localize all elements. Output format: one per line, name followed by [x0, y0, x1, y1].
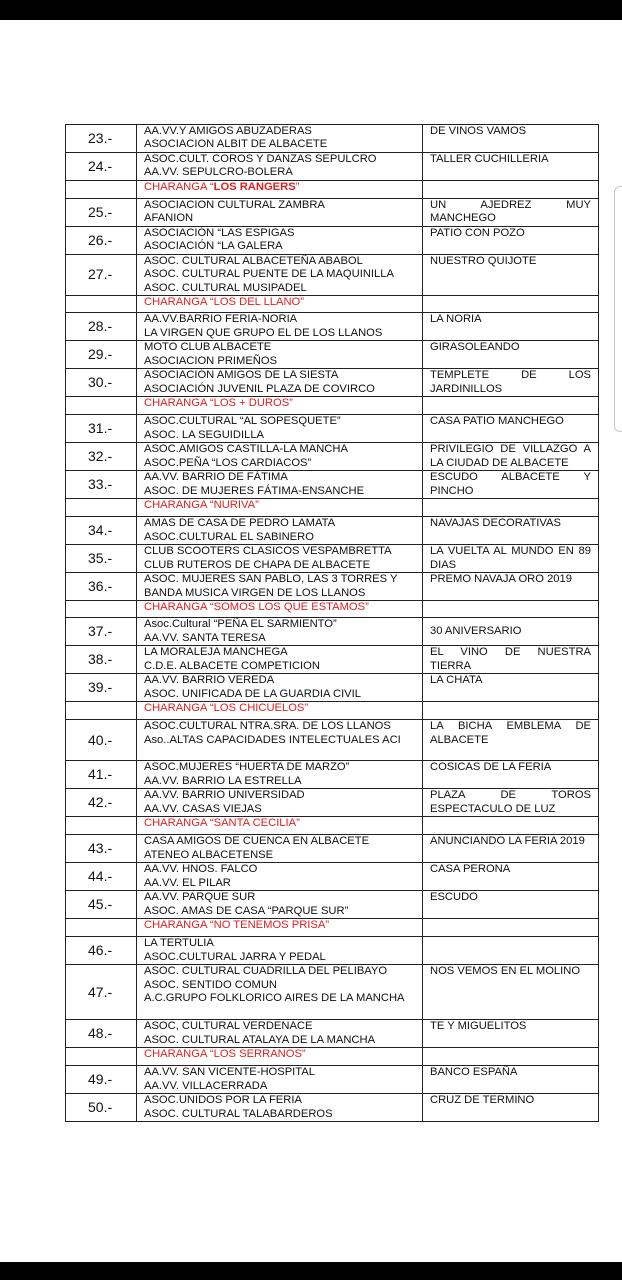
- theme-cell: [423, 937, 599, 965]
- charanga-name: LOS SERRANOS: [213, 1048, 302, 1061]
- association-name: AA.VV. SEPULCRO-BOLERA: [144, 166, 293, 179]
- theme-cell: ESCUDO ALBACETE Y PINCHO: [423, 471, 599, 499]
- table-row: [66, 1020, 599, 1048]
- association-name: AA.VV. EL PILAR: [144, 876, 231, 889]
- entry-number: 41.-: [66, 761, 137, 789]
- association-name: AMAS DE CASA DE PEDRO LAMATA: [144, 517, 336, 530]
- status-bar: [0, 0, 622, 20]
- association-name: CLUB SCOOTERS CLASICOS VESPAMBRETTA: [144, 545, 392, 558]
- entry-number: 47.-: [66, 965, 137, 1020]
- empty-cell: [423, 499, 599, 517]
- charanga-row: [66, 817, 599, 835]
- association-cell: [137, 891, 423, 919]
- theme-cell: TE Y MIGUELITOS: [423, 1020, 599, 1048]
- charanga-cell: [137, 296, 423, 313]
- association-cell: [137, 443, 423, 471]
- association-cell: [137, 761, 423, 789]
- navigation-bar: [0, 1262, 622, 1280]
- charanga-prefix: CHARANGA “: [144, 817, 214, 830]
- empty-cell: [66, 601, 137, 618]
- association-cell: [137, 1094, 423, 1122]
- entry-number: 42.-: [66, 789, 137, 817]
- table-row: [66, 863, 599, 891]
- association-name: ASOC.CULTURAL NTRA.SRA. DE LOS LLANOS: [144, 720, 391, 733]
- association-cell: [137, 965, 423, 1020]
- charanga-cell: [137, 919, 423, 937]
- association-name: ASOC.AMIGOS CASTILLA-LA MANCHA: [144, 443, 348, 456]
- charanga-cell: [137, 499, 423, 517]
- empty-cell: [66, 817, 137, 835]
- association-name: LA TERTULIA: [144, 937, 214, 950]
- association-name: ASOC.CULTURAL “AL SOPESQUETE”: [144, 415, 341, 428]
- association-cell: [137, 1020, 423, 1048]
- charanga-prefix: CHARANGA “: [144, 397, 214, 410]
- association-cell: [137, 369, 423, 397]
- charanga-suffix: ”: [296, 817, 300, 830]
- association-cell: [137, 199, 423, 227]
- association-name: AA.VV. BARRIO LA ESTRELLA: [144, 774, 302, 787]
- association-name: ASOC.PEÑA “LOS CARDIACOS”: [144, 456, 312, 469]
- association-name: Asoc.Cultural “PEÑA EL SARMIENTO”: [144, 618, 337, 631]
- table-row: [66, 937, 599, 965]
- theme-cell: PRIVILEGIO DE VILLAZGO A LA CIUDAD DE ALBACETE: [423, 443, 599, 471]
- charanga-prefix: CHARANGA “: [144, 601, 214, 614]
- theme-cell: TEMPLETE DE LOS JARDINILLOS: [423, 369, 599, 397]
- charanga-cell: [137, 702, 423, 720]
- charanga-row: [66, 702, 599, 720]
- association-cell: [137, 789, 423, 817]
- association-cell: [137, 674, 423, 702]
- charanga-name: LOS CHICUELOS: [213, 702, 305, 715]
- association-cell: [137, 863, 423, 891]
- association-name: ASOC.MUJERES “HUERTA DE MARZO”: [144, 761, 350, 774]
- charanga-prefix: CHARANGA “: [144, 499, 214, 512]
- association-name: ASOC.UNIDOS POR LA FERIA: [144, 1094, 302, 1107]
- theme-cell: TALLER CUCHILLERIA: [423, 153, 599, 181]
- charanga-cell: [137, 817, 423, 835]
- charanga-prefix: CHARANGA “: [144, 181, 214, 193]
- entry-number: 23.-: [66, 125, 137, 153]
- association-name: C.D.E. ALBACETE COMPETICION: [144, 659, 320, 672]
- theme-cell: 30 ANIVERSARIO: [423, 618, 599, 646]
- charanga-cell: [137, 1048, 423, 1066]
- table-row: [66, 255, 599, 296]
- table-row: [66, 227, 599, 255]
- table-row: [66, 341, 599, 369]
- association-name: ASOC, CULTURAL VERDENACE: [144, 1020, 313, 1033]
- entry-number: 27.-: [66, 255, 137, 296]
- association-cell: [137, 545, 423, 573]
- theme-cell: CASA PERONA: [423, 863, 599, 891]
- entry-number: 34.-: [66, 517, 137, 545]
- association-cell: [137, 341, 423, 369]
- theme-cell: CRUZ DE TERMINO: [423, 1094, 599, 1122]
- empty-cell: [66, 181, 137, 199]
- charanga-name: SANTA CECILIA: [213, 817, 297, 830]
- association-name: ASOC. UNIFICADA DE LA GUARDIA CIVIL: [144, 687, 361, 700]
- empty-cell: [66, 919, 137, 937]
- association-name: CASA AMIGOS DE CUENCA EN ALBACETE: [144, 835, 370, 848]
- entry-number: 46.-: [66, 937, 137, 965]
- theme-cell: ESCUDO: [423, 891, 599, 919]
- association-name: ASOC. CULTURAL ALBACETEÑA ABABOL: [144, 255, 363, 267]
- association-cell: [137, 471, 423, 499]
- entry-number: 24.-: [66, 153, 137, 181]
- entry-number: 25.-: [66, 199, 137, 227]
- theme-cell: PATIO CON POZO: [423, 227, 599, 255]
- theme-cell: DE VINOS VAMOS: [423, 125, 599, 153]
- table-row: [66, 153, 599, 181]
- theme-cell: NAVAJAS DECORATIVAS: [423, 517, 599, 545]
- association-name: ASOC.CULTURAL EL SABINERO: [144, 530, 314, 543]
- table-row: [66, 313, 599, 341]
- empty-cell: [423, 296, 599, 313]
- charanga-row: [66, 296, 599, 313]
- charanga-suffix: ”: [325, 919, 330, 932]
- empty-cell: [423, 919, 599, 937]
- association-cell: [137, 255, 423, 296]
- table-row: [66, 720, 599, 761]
- association-name: ATENEO ALBACETENSE: [144, 848, 274, 861]
- association-name: ASOC. LA SEGUIDILLA: [144, 428, 265, 441]
- table-row: [66, 835, 599, 863]
- theme-cell: NOS VEMOS EN EL MOLINO: [423, 965, 599, 1020]
- charanga-name: SOMOS LOS QUE ESTAMOS: [213, 601, 366, 614]
- association-name: ASOC. CULTURAL PUENTE DE LA MAQUINILLA: [144, 268, 394, 281]
- association-name: ASOCIACION ALBIT DE ALBACETE: [144, 138, 328, 151]
- entry-number: 29.-: [66, 341, 137, 369]
- charanga-row: [66, 397, 599, 415]
- entry-number: 48.-: [66, 1020, 137, 1048]
- theme-cell: BANCO ESPAÑA: [423, 1066, 599, 1094]
- association-name: ASOCIACION CULTURAL ZAMBRA: [144, 199, 325, 211]
- association-name: AA.VV. BARRIO UNIVERSIDAD: [144, 789, 305, 802]
- charanga-name: NURIVA: [213, 499, 256, 512]
- table-row: [66, 545, 599, 573]
- table-row: [66, 1066, 599, 1094]
- association-name: ASOC.CULT. COROS Y DANZAS SEPULCRO: [144, 153, 377, 165]
- scroll-indicator[interactable]: [614, 186, 622, 432]
- charanga-prefix: CHARANGA “: [144, 919, 214, 932]
- association-name: AA.VV. VILLACERRADA: [144, 1079, 268, 1092]
- charanga-suffix: ”: [255, 499, 259, 512]
- table-row: [66, 199, 599, 227]
- theme-cell: PLAZA DE TOROS ESPECTACULO DE LUZ: [423, 789, 599, 817]
- entry-number: 40.-: [66, 720, 137, 761]
- charanga-suffix: ”: [295, 181, 300, 193]
- association-name: ASOCIACIÓN JUVENIL PLAZA DE COVIRCO: [144, 382, 375, 395]
- association-name: ASOC. AMAS DE CASA “PARQUE SUR”: [144, 904, 349, 917]
- charanga-name: LOS RANGERS: [213, 181, 296, 193]
- charanga-cell: [137, 181, 423, 199]
- entry-number: 30.-: [66, 369, 137, 397]
- charanga-name: NO TENEMOS PRISA: [213, 919, 326, 932]
- empty-cell: [423, 817, 599, 835]
- association-name: ASOCIACIÓN “LA GALERA: [144, 240, 283, 253]
- table-row: [66, 369, 599, 397]
- table-row: [66, 646, 599, 674]
- association-name: BANDA MUSICA VIRGEN DE LOS LLANOS: [144, 586, 366, 599]
- charanga-row: [66, 499, 599, 517]
- theme-cell: PREMO NAVAJA ORO 2019: [423, 573, 599, 601]
- association-cell: [137, 646, 423, 674]
- association-name: LA MORALEJA MANCHEGA: [144, 646, 288, 659]
- entry-number: 37.-: [66, 618, 137, 646]
- association-name: ASOC. CULTURAL ATALAYA DE LA MANCHA: [144, 1033, 376, 1046]
- association-name: AA.VV. SAN VICENTE-HOSPITAL: [144, 1066, 315, 1079]
- table-row: [66, 618, 599, 646]
- theme-cell: ANUNCIANDO LA FERIA 2019: [423, 835, 599, 863]
- association-cell: [137, 937, 423, 965]
- entry-number: 35.-: [66, 545, 137, 573]
- charanga-cell: [137, 397, 423, 415]
- association-cell: [137, 415, 423, 443]
- association-name: AA.VV.BARRIO FERIA-NORIA: [144, 313, 298, 326]
- empty-cell: [423, 397, 599, 415]
- entry-number: 49.-: [66, 1066, 137, 1094]
- charanga-cell: [137, 601, 423, 618]
- association-cell: [137, 313, 423, 341]
- entry-number: 39.-: [66, 674, 137, 702]
- empty-cell: [66, 397, 137, 415]
- charanga-row: [66, 601, 599, 618]
- table-row: [66, 471, 599, 499]
- empty-cell: [423, 601, 599, 618]
- charanga-prefix: CHARANGA “: [144, 296, 214, 309]
- association-name: AA.VV. BARRIO VEREDA: [144, 674, 275, 687]
- empty-cell: [66, 499, 137, 517]
- table-body: [66, 125, 599, 1122]
- charanga-row: [66, 1048, 599, 1066]
- association-name: MOTO CLUB ALBACETE: [144, 341, 272, 354]
- association-name: AA.VV. PARQUE SUR: [144, 891, 256, 904]
- empty-cell: [423, 1048, 599, 1066]
- charanga-prefix: CHARANGA “: [144, 1048, 214, 1061]
- charanga-suffix: ”: [304, 702, 309, 715]
- charanga-row: [66, 919, 599, 937]
- theme-cell: LA NORIA: [423, 313, 599, 341]
- table-row: [66, 674, 599, 702]
- association-name: ASOC. MUJERES SAN PABLO, LAS 3 TORRES Y: [144, 573, 398, 586]
- association-cell: [137, 517, 423, 545]
- entry-number: 45.-: [66, 891, 137, 919]
- entry-number: 44.-: [66, 863, 137, 891]
- theme-cell: LA CHATA: [423, 674, 599, 702]
- association-name: A.C.GRUPO FOLKLORICO AIRES DE LA MANCHA: [144, 992, 405, 1005]
- association-name: Aso..ALTAS CAPACIDADES INTELECTUALES ACI: [144, 733, 401, 746]
- association-name: ASOC. CULTURAL TALABARDEROS: [144, 1107, 333, 1120]
- table-row: [66, 573, 599, 601]
- entry-number: 43.-: [66, 835, 137, 863]
- association-name: ASOCIACION PRIMEÑOS: [144, 354, 278, 367]
- participants-table: [65, 124, 599, 1122]
- association-name: ASOCIACIÓN “LAS ESPIGAS: [144, 227, 295, 239]
- table-row: [66, 415, 599, 443]
- table-row: [66, 443, 599, 471]
- entry-number: 50.-: [66, 1094, 137, 1122]
- association-name: AA.VV.Y AMIGOS ABUZADERAS: [144, 125, 312, 137]
- table-row: [66, 789, 599, 817]
- association-name: CLUB RUTEROS DE CHAPA DE ALBACETE: [144, 558, 371, 571]
- association-cell: [137, 1066, 423, 1094]
- entry-number: 38.-: [66, 646, 137, 674]
- association-name: ASOC.CULTURAL JARRA Y PEDAL: [144, 950, 326, 963]
- charanga-name: LOS + DUROS: [213, 397, 290, 410]
- entry-number: 36.-: [66, 573, 137, 601]
- empty-cell: [66, 296, 137, 313]
- table-row: [66, 125, 599, 153]
- table-row: [66, 517, 599, 545]
- charanga-row: [66, 181, 599, 199]
- charanga-suffix: ”: [365, 601, 369, 614]
- table-row: [66, 965, 599, 1020]
- theme-cell: COSICAS DE LA FERIA: [423, 761, 599, 789]
- theme-cell: NUESTRO QUIJOTE: [423, 255, 599, 296]
- entry-number: 33.-: [66, 471, 137, 499]
- association-name: AA.VV. SANTA TERESA: [144, 631, 266, 644]
- entry-number: 28.-: [66, 313, 137, 341]
- association-cell: [137, 125, 423, 153]
- charanga-suffix: ”: [289, 397, 293, 410]
- association-name: ASOC. SENTIDO COMUN: [144, 978, 278, 991]
- association-name: AA.VV. HNOS. FALCO: [144, 863, 258, 876]
- theme-cell: UN AJEDREZ MUY MANCHEGO: [423, 199, 599, 227]
- association-name: ASOC. DE MUJERES FÁTIMA-ENSANCHE: [144, 484, 365, 497]
- association-name: LA VIRGEN QUE GRUPO EL DE LOS LLANOS: [144, 326, 383, 339]
- empty-cell: [423, 702, 599, 720]
- entry-number: 31.-: [66, 415, 137, 443]
- association-cell: [137, 573, 423, 601]
- empty-cell: [66, 1048, 137, 1066]
- charanga-suffix: ”: [301, 1048, 306, 1061]
- theme-cell: GIRASOLEANDO: [423, 341, 599, 369]
- theme-cell: CASA PATIO MANCHEGO: [423, 415, 599, 443]
- association-name: AFANION: [144, 212, 194, 225]
- association-cell: [137, 720, 423, 761]
- association-name: ASOC. CULTURAL CUADRILLA DEL PELIBAYO: [144, 965, 388, 978]
- association-cell: [137, 153, 423, 181]
- association-name: ASOCIACIÓN AMIGOS DE LA SIESTA: [144, 369, 339, 382]
- charanga-name: LOS DEL LLANO: [213, 296, 301, 309]
- association-cell: [137, 835, 423, 863]
- theme-cell: EL VINO DE NUESTRA TIERRA: [423, 646, 599, 674]
- charanga-suffix: ”: [300, 296, 304, 309]
- entry-number: 32.-: [66, 443, 137, 471]
- theme-cell: LA BICHA EMBLEMA DE ALBACETE: [423, 720, 599, 761]
- association-cell: [137, 618, 423, 646]
- entry-number: 26.-: [66, 227, 137, 255]
- association-cell: [137, 227, 423, 255]
- table-row: [66, 891, 599, 919]
- charanga-prefix: CHARANGA “: [144, 702, 214, 715]
- empty-cell: [66, 702, 137, 720]
- empty-cell: [423, 181, 599, 199]
- association-name: AA.VV. BARRIO DE FÁTIMA: [144, 471, 288, 484]
- association-name: ASOC. CULTURAL MUSIPADEL: [144, 281, 307, 294]
- table-row: [66, 761, 599, 789]
- theme-cell: LA VUELTA AL MUNDO EN 89 DIAS: [423, 545, 599, 573]
- table-row: [66, 1094, 599, 1122]
- association-name: AA.VV. CASAS VIEJAS: [144, 802, 262, 815]
